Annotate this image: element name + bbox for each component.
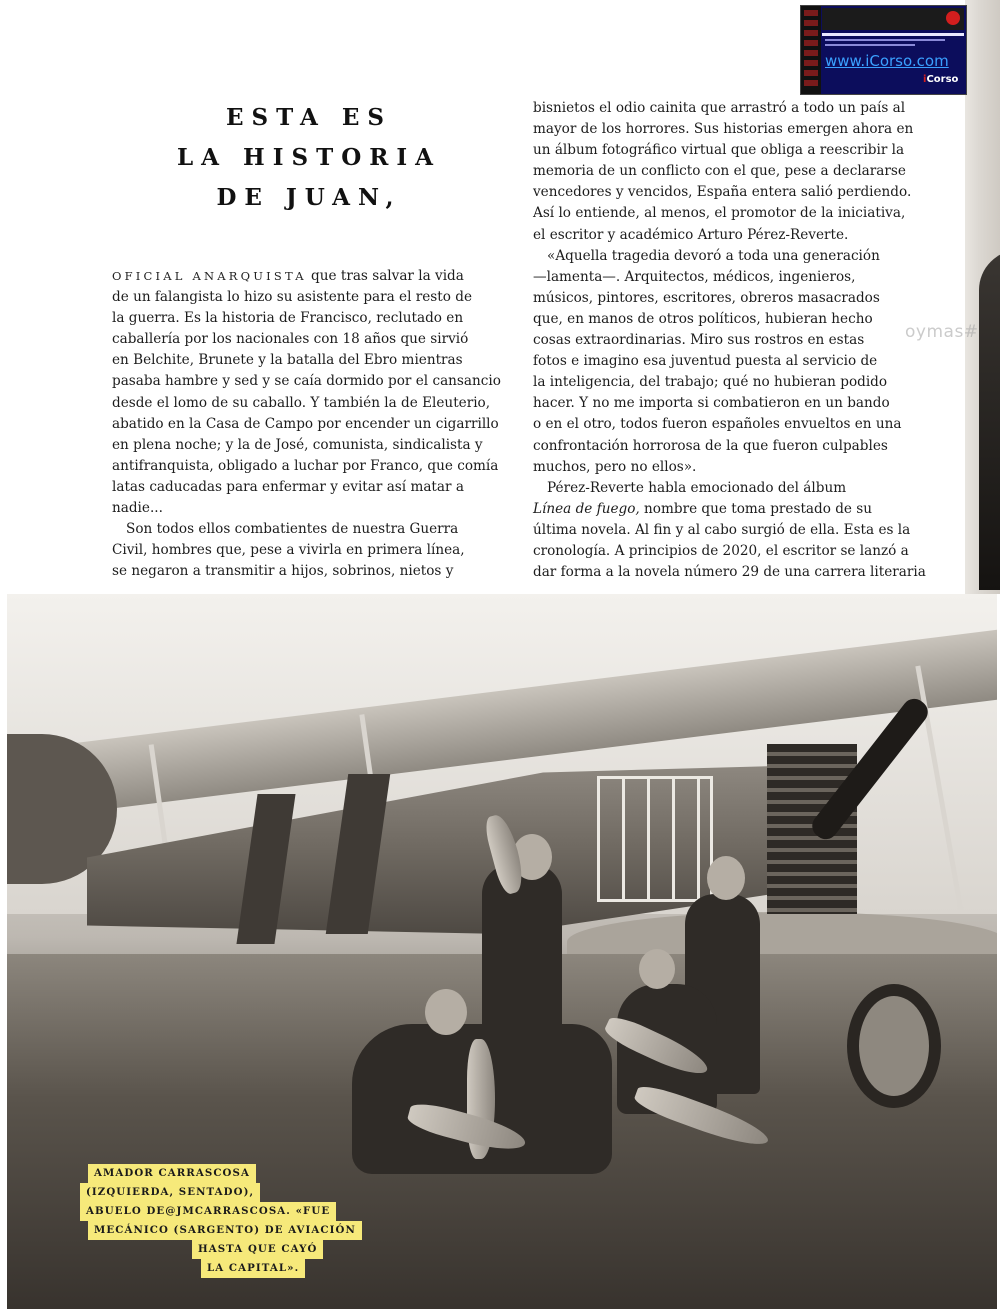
text-line: o en el otro, todos fueron españoles envueltos en una [533,416,902,433]
text-line: vencedores y vencidos, España entera salió perdiendo. [533,184,912,201]
text-line: fotos e imagino esa juventud puesta al servicio de [533,353,878,370]
text-line: en Belchite, Brunete y la batalla del Ebro mientras [112,352,463,369]
text-line: Así lo entiende, al menos, el promotor de la iniciativa, [533,205,906,222]
badge-logo-i: i [923,74,927,85]
text-fragment: nombre que toma prestado de su [639,500,873,517]
caption-line: MECÁNICO (SARGENTO) DE AVIACIÓN [88,1221,362,1240]
text-line: antifranquista, obligado a luchar por Franco, que comía [112,457,499,474]
article-headline [150,98,468,218]
text-line: Son todos ellos combatientes de nuestra Guerra [126,521,459,538]
text-line: cronología. A principios de 2020, el escritor se lanzó a [533,542,909,559]
badge-logo-rest: Corso [926,74,959,85]
text-line: cosas extraordinarias. Miro sus rostros en estas [533,332,865,349]
text-line: un álbum fotográfico virtual que obliga a reescribir la [533,142,905,159]
text-line: se negaron a transmitir a hijos, sobrinos, nietos y [112,563,454,580]
biplane-cockpit [597,776,713,902]
aviator-head [707,856,745,900]
badge-divider [822,33,964,36]
text-line [112,266,517,287]
caption-line: LA CAPITAL». [201,1259,305,1278]
caption-line: (IZQUIERDA, SENTADO), [80,1183,260,1202]
icorso-site-badge[interactable] [800,5,967,95]
photo-caption [80,1164,380,1278]
text-line: músicos, pintores, escritores, obreros masacrados [533,289,880,306]
text-line: Civil, hombres que, pese a vivirla en primera línea, [112,542,465,559]
headline-line: ESTA ES [226,104,392,131]
book-title: Línea de fuego, [533,500,640,517]
text-line: desde el lomo de su caballo. Y también la de Eleuterio, [112,394,491,411]
text-line: —lamenta—. Arquitectos, médicos, ingenieros, [533,268,856,285]
biplane-wheel [847,984,941,1108]
caption-line: ABUELO DE@JMCARRASCOSA. «FUE [80,1202,336,1221]
text-line: hacer. Y no me importa si combatieron en un bando [533,395,890,412]
badge-text-line [825,39,945,41]
text-line: de un falangista lo hizo su asistente para el resto de [112,289,473,306]
text-line: nadie... [112,500,163,517]
badge-logo [923,74,958,85]
caption-line: AMADOR CARRASCOSA [88,1164,256,1183]
badge-site-link[interactable]: www.iCorso.com [825,52,949,70]
seated-soldier-head [425,989,467,1035]
badge-text-line [825,44,915,46]
text-line: dar forma a la novela número 29 de una carrera literaria [533,564,926,581]
text-line: que, en manos de otros políticos, hubieran hecho [533,310,873,327]
text-line: en plena noche; y la de José, comunista, sindicalista y [112,436,483,453]
text-line: confrontación horrorosa de la que fueron culpables [533,437,888,454]
caption-line: HASTA QUE CAYÓ [192,1240,323,1259]
standing-mechanic [482,864,562,1044]
text-line: bisnietos el odio cainita que arrastró a todo un país al [533,100,906,116]
text-line: la inteligencia, del trabajo; qué no hubieran podido [533,374,888,391]
badge-sidebar [801,6,821,94]
text-line: pasaba hambre y sed y se caía dormido por el cansancio [112,373,501,390]
text-line: abatido en la Casa de Campo por encender un cigarrillo [112,415,499,432]
left-column [112,266,517,582]
text-line: «Aquella tragedia devoró a toda una generación [547,247,880,264]
text-line: muchos, pero no ellos». [533,458,697,475]
text-line: caballería por los nacionales con 18 años que sirvió [112,331,469,348]
badge-banner [822,8,964,30]
headline-line: DE JUAN, [216,184,402,211]
text-line: latas caducadas para enfermar y evitar así matar a [112,478,464,495]
text-line: memoria de un conflicto con el que, pese a declararse [533,163,906,180]
text-line: última novela. Al fin y al cabo surgió de ella. Esta es la [533,521,911,538]
text-line: la guerra. Es la historia de Francisco, reclutado en [112,310,464,327]
text-line: Pérez-Reverte habla emocionado del álbum [547,479,847,496]
watermark-text: oymas# [905,322,979,342]
text-line: el escritor y académico Arturo Pérez-Reverte. [533,226,849,243]
headline-line: LA HISTORIA [177,144,441,171]
text-line: mayor de los horrores. Sus historias emergen ahora en [533,121,914,138]
right-column [533,98,933,583]
crouching-soldier-head [639,949,675,989]
adjacent-page-photo-edge [965,0,1000,594]
text-line [533,499,933,520]
text-fragment: que tras salvar la vida [306,268,464,284]
lead-in: OFICIAL ANARQUISTA [112,269,307,283]
